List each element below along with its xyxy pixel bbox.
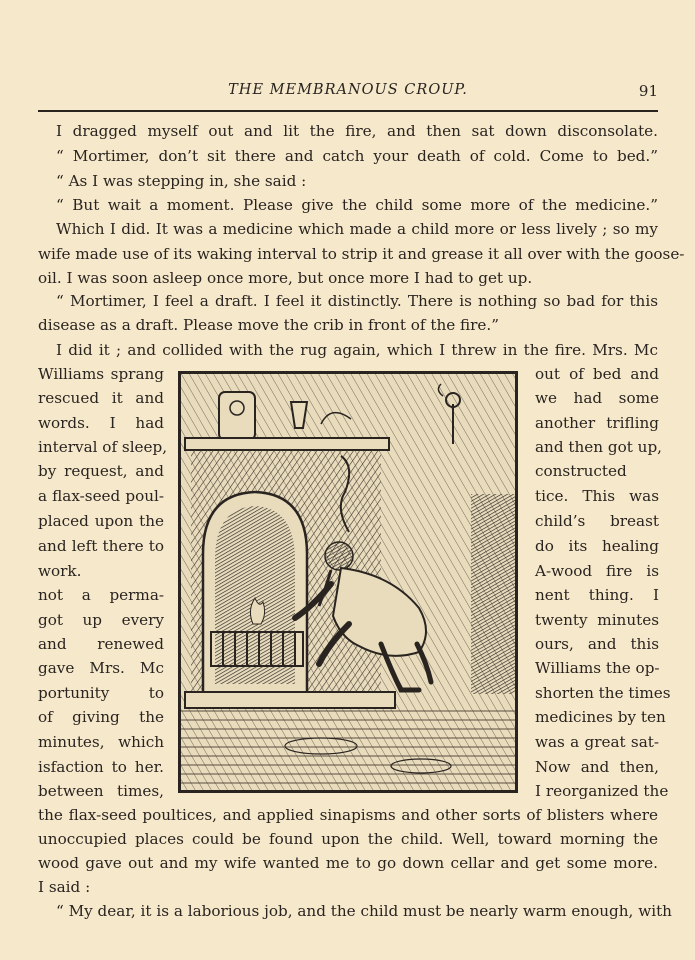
left-column-line: of giving the bbox=[38, 708, 164, 726]
right-column-line: another trifling bbox=[535, 414, 659, 432]
left-column-line: gave Mrs. Mc bbox=[38, 659, 164, 677]
left-column-line: a flax-seed poul- bbox=[38, 487, 164, 505]
page-header bbox=[38, 82, 658, 108]
left-column-line: Williams sprang bbox=[38, 365, 164, 383]
clock-icon bbox=[219, 392, 255, 440]
running-head: THE MEMBRANOUS CROUP. bbox=[228, 82, 468, 98]
left-column-line: isfaction to her. bbox=[38, 758, 164, 776]
text-line: “ Mortimer, don’t sit there and catch your death of cold. Come to bed.” bbox=[56, 147, 658, 165]
right-column-line: constructed bbox=[535, 462, 627, 480]
left-column-line: words. I had bbox=[38, 414, 164, 432]
text-line: “ Mortimer, I feel a draft. I feel it distinctly. There is nothing so bad for this bbox=[56, 292, 658, 310]
text-line: wood gave out and my wife wanted me to go down cellar and get some more. bbox=[38, 854, 658, 872]
right-column-line: ours, and this bbox=[535, 635, 659, 653]
left-column-line: work. bbox=[38, 562, 82, 580]
header-rule bbox=[38, 110, 658, 112]
left-column-line: by request, and bbox=[38, 462, 164, 480]
right-column-line: Now and then, bbox=[535, 758, 659, 776]
text-line: Which I did. It was a medicine which made a child more or less lively ; so my bbox=[56, 220, 658, 238]
text-line: oil. I was soon asleep once more, but once more I had to get up. bbox=[38, 269, 533, 287]
right-column-line: A-wood fire is bbox=[535, 562, 659, 580]
left-column-line: portunity to bbox=[38, 684, 164, 702]
right-column-line: out of bed and bbox=[535, 365, 659, 383]
left-column-line: got up every bbox=[38, 611, 164, 629]
text-line: “ My dear, it is a laborious job, and the child must be nearly warm enough, with bbox=[56, 902, 672, 920]
engraving-illustration bbox=[178, 371, 518, 793]
page-number: 91 bbox=[638, 82, 658, 100]
vase-icon bbox=[291, 402, 307, 428]
left-column-line: and renewed bbox=[38, 635, 164, 653]
right-column-line: do its healing bbox=[535, 537, 659, 555]
floor bbox=[181, 708, 515, 790]
right-column-line: shorten the times bbox=[535, 684, 671, 702]
fireplace-engraving bbox=[181, 374, 515, 790]
right-column-line: and then got up, bbox=[535, 438, 662, 456]
text-line: unoccupied places could be found upon the child. Well, toward morning the bbox=[38, 830, 658, 848]
right-column-line: we had some bbox=[535, 389, 659, 407]
text-line: I did it ; and collided with the rug again, which I threw in the fire. Mrs. Mc bbox=[56, 341, 658, 359]
fire-flame-icon bbox=[250, 598, 264, 624]
right-column-line: I reorganized the bbox=[535, 782, 669, 800]
text-line: “ As I was stepping in, she said : bbox=[56, 172, 307, 190]
right-column-line: tice. This was bbox=[535, 487, 659, 505]
text-line: wife made use of its waking interval to strip it and grease it all over with the goose- bbox=[38, 245, 685, 263]
wall-pillar bbox=[471, 494, 515, 694]
left-column-line: placed upon the bbox=[38, 512, 164, 530]
hearth bbox=[185, 692, 395, 708]
text-line: I dragged myself out and lit the fire, and then sat down disconsolate. bbox=[56, 122, 658, 140]
right-column-line: medicines by ten bbox=[535, 708, 666, 726]
text-line: I said : bbox=[38, 878, 91, 896]
left-column-line: rescued it and bbox=[38, 389, 164, 407]
right-column-line: twenty minutes bbox=[535, 611, 659, 629]
text-line: “ But wait a moment. Please give the child some more of the medicine.” bbox=[56, 196, 658, 214]
left-column-line: and left there to bbox=[38, 537, 164, 555]
text-line: the flax-seed poultices, and applied sinapisms and other sorts of blisters where bbox=[38, 806, 658, 824]
text-line: disease as a draft. Please move the crib in front of the fire.” bbox=[38, 316, 500, 334]
right-column-line: nent thing. I bbox=[535, 586, 659, 604]
left-column-line: not a perma- bbox=[38, 586, 164, 604]
left-column-line: between times, bbox=[38, 782, 164, 800]
left-column-line: interval of sleep, bbox=[38, 438, 168, 456]
mantel-shelf bbox=[185, 438, 389, 450]
left-column-line: minutes, which bbox=[38, 733, 164, 751]
right-column-line: Williams the op- bbox=[535, 659, 660, 677]
right-column-line: was a great sat- bbox=[535, 733, 659, 751]
right-column-line: child’s breast bbox=[535, 512, 659, 530]
